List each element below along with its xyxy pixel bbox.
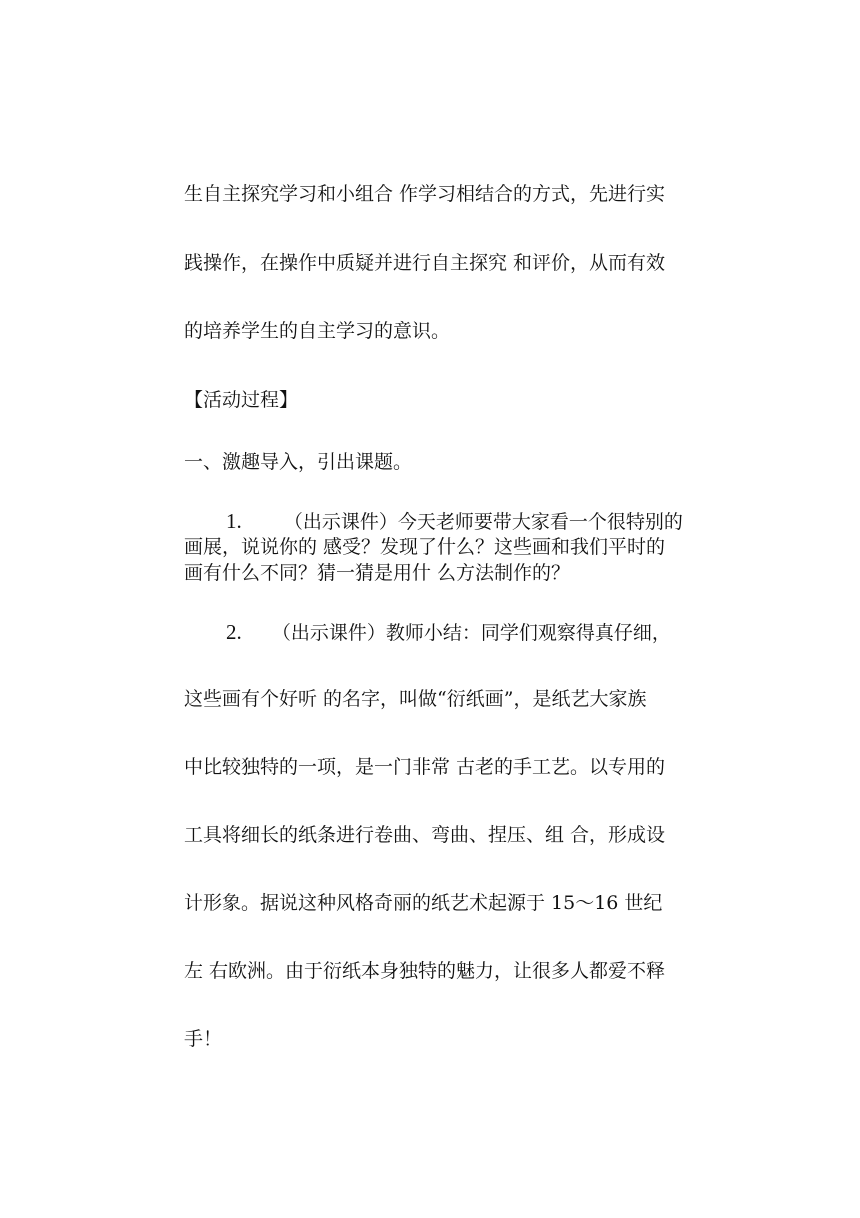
item-2-first-line [226,619,684,646]
subsection-heading: 一、激趣导入，引出课题。 [184,451,413,473]
item-1-first-line [226,508,684,535]
item-1-line-2: 画展，说说你的 感受？发现了什么？这些画和我们平时的 [184,536,666,558]
item-1-first-text: （出示课件）今天老师要带大家看一个很特别的 [283,511,683,533]
item-2-line-3: 中比较独特的一项，是一门非常 古老的手工艺。以专用的 [184,756,666,778]
item-2-line-5: 计形象。据说这种风格奇丽的纸艺术起源于 15～16 世纪 [184,892,663,914]
item-2-line-6: 左 右欧洲。由于衍纸本身独特的魅力，让很多人都爱不释 [184,960,666,982]
item-2-first-text: （出示课件）教师小结：同学们观察得真仔细， [271,622,671,644]
item-2-line-4: 工具将细长的纸条进行卷曲、弯曲、捏压、组 合，形成设 [184,824,666,846]
intro-line-3: 的培养学生的自主学习的意识。 [184,320,451,342]
intro-line-2: 践操作，在操作中质疑并进行自主探究 和评价，从而有效 [184,252,666,274]
item-2-number: 2. [226,620,242,644]
section-heading: 【活动过程】 [184,389,299,411]
intro-line-1: 生自主探究学习和小组合 作学习相结合的方式，先进行实 [184,183,666,205]
item-1-number: 1. [226,509,242,533]
item-2-line-2: 这些画有个好听 的名字，叫做“衍纸画”，是纸艺大家族 [184,688,647,710]
item-1-line-3: 画有什么不同？猜一猜是用什 么方法制作的？ [184,562,571,584]
item-2-line-7: 手！ [184,1028,223,1050]
